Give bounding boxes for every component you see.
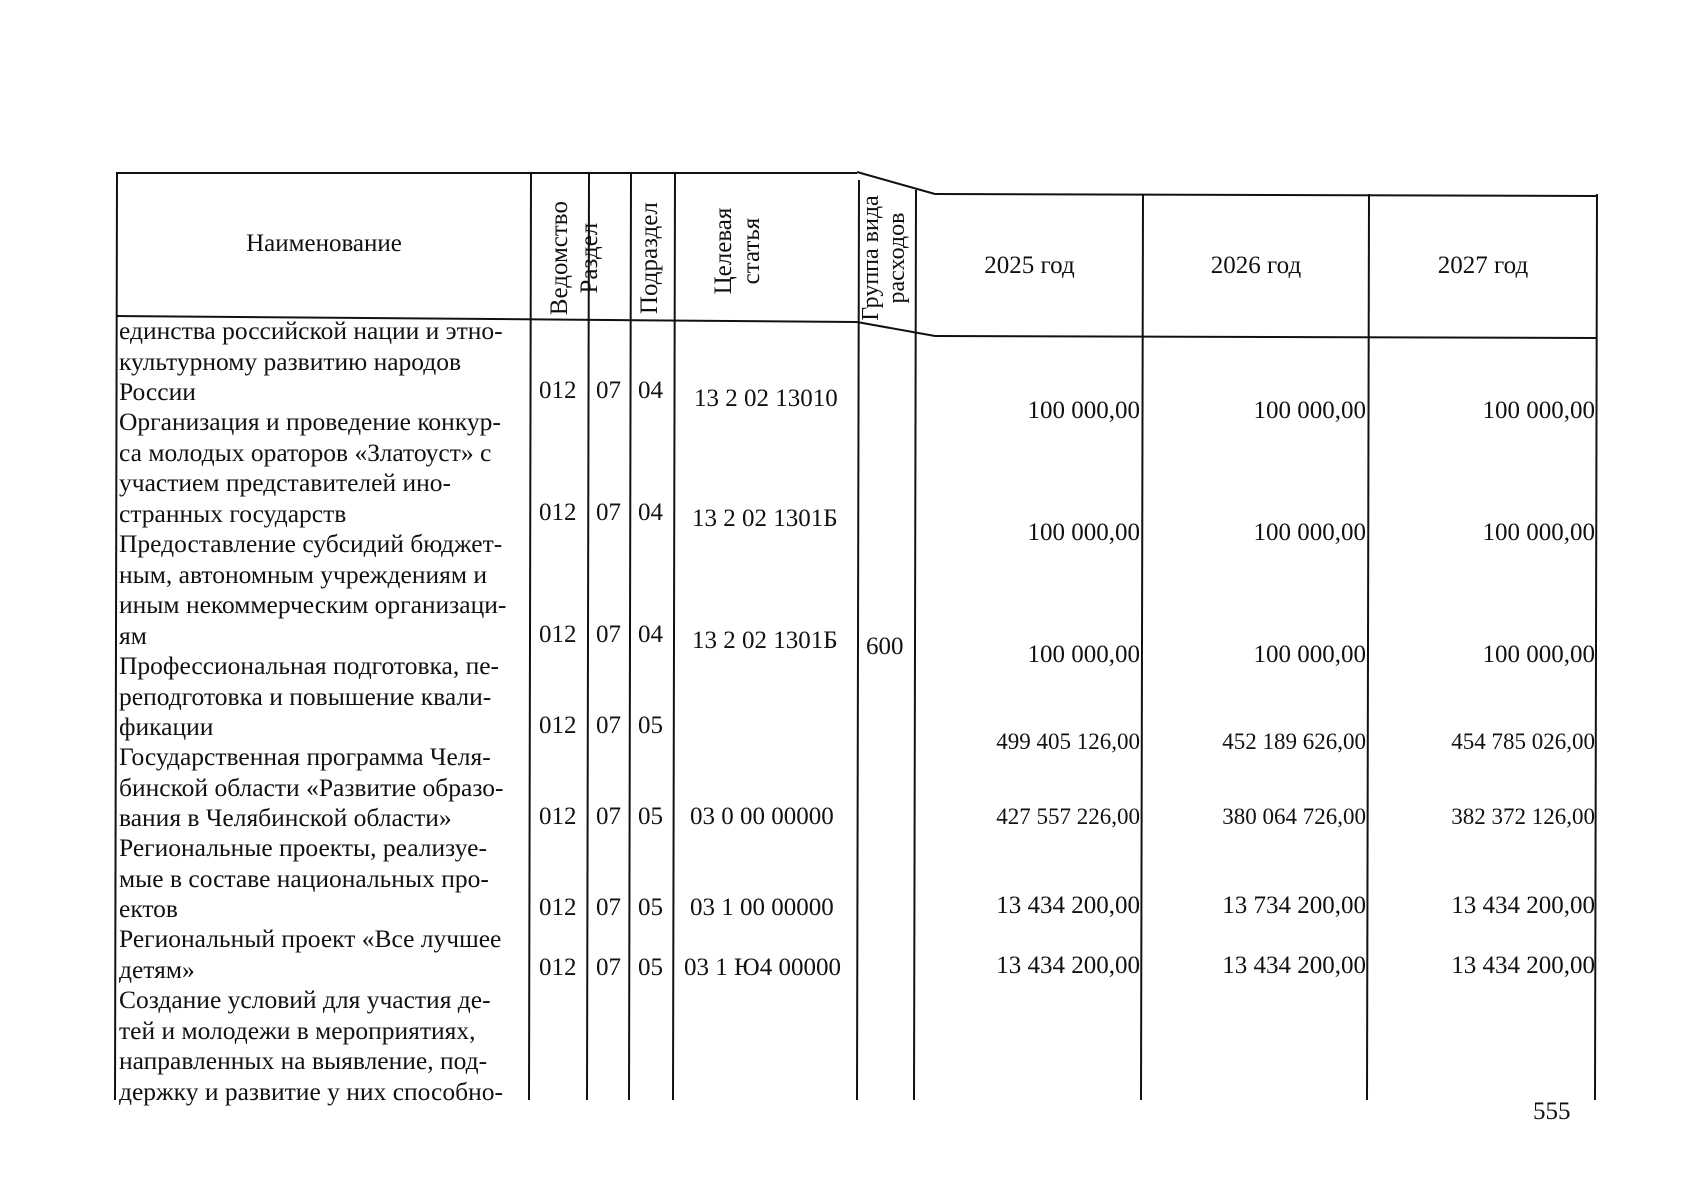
header-razdel: Раздел bbox=[575, 222, 603, 294]
row-3-name bbox=[119, 651, 525, 743]
row-7-line-0: Создание условий для участия де- bbox=[119, 985, 491, 1014]
row-0-vedomstvo: 012 bbox=[539, 377, 577, 404]
row-6-line-0: Региональный проект «Все лучшее bbox=[119, 924, 502, 953]
row-2-podrazdel: 04 bbox=[638, 621, 663, 648]
row-1-2026: 100 000,00 bbox=[1253, 519, 1366, 546]
row-5-razdel: 07 bbox=[596, 894, 621, 921]
row-3-vedomstvo: 012 bbox=[539, 712, 577, 739]
row-7-line-2: направленных на выявление, под- bbox=[119, 1046, 488, 1075]
row-2-vedomstvo: 012 bbox=[539, 621, 577, 648]
row-5-2027: 13 434 200,00 bbox=[1451, 892, 1595, 919]
row-4-razdel: 07 bbox=[596, 803, 621, 830]
row-2-line-3: ям bbox=[119, 620, 147, 650]
row-2-name bbox=[119, 529, 525, 651]
row-4-name bbox=[119, 742, 525, 834]
header-celevaya bbox=[710, 176, 820, 326]
row-2-razdel: 07 bbox=[596, 621, 621, 648]
row-2-line-2: иным некоммерческим организаци- bbox=[119, 590, 507, 619]
header-year-2026: 2026 год bbox=[1210, 252, 1302, 279]
row-4-line-2: вания в Челябинской области» bbox=[119, 803, 452, 832]
row-0-podrazdel: 04 bbox=[638, 377, 663, 404]
row-3-razdel: 07 bbox=[596, 712, 621, 739]
row-1-razdel: 07 bbox=[596, 499, 621, 526]
row-4-celevaya: 03 0 00 00000 bbox=[690, 803, 834, 830]
row-5-line-1: мые в составе национальных про- bbox=[119, 863, 489, 893]
row-3-2026: 452 189 626,00 bbox=[1222, 729, 1366, 754]
row-0-name bbox=[119, 316, 525, 408]
row-5-line-0: Региональные проекты, реализуе- bbox=[119, 833, 487, 862]
row-2-2027: 100 000,00 bbox=[1482, 641, 1595, 668]
row-6-line-1: детям» bbox=[119, 954, 195, 984]
row-3-line-2: фикации bbox=[119, 712, 214, 741]
page-number: 555 bbox=[1533, 1098, 1571, 1125]
row-2-celevaya: 13 2 02 1301Б bbox=[692, 627, 838, 654]
row-0-line-1: культурному развитию народов bbox=[119, 346, 462, 376]
row-1-2025: 100 000,00 bbox=[1027, 519, 1140, 546]
row-4-2026: 380 064 726,00 bbox=[1222, 804, 1366, 829]
row-1-line-1: са молодых ораторов «Златоуст» с bbox=[119, 437, 492, 467]
row-6-2026: 13 434 200,00 bbox=[1222, 952, 1366, 979]
row-4-line-0: Государственная программа Челя- bbox=[119, 742, 491, 771]
row-0-2025: 100 000,00 bbox=[1027, 397, 1140, 424]
header-celevaya-line2: статья bbox=[738, 217, 765, 285]
header-gruppa-line1: Группа вида bbox=[858, 195, 884, 321]
row-0-celevaya: 13 2 02 13010 bbox=[694, 385, 838, 412]
row-5-podrazdel: 05 bbox=[638, 894, 663, 921]
row-0-2026: 100 000,00 bbox=[1253, 397, 1366, 424]
row-5-celevaya: 03 1 00 00000 bbox=[690, 894, 834, 921]
row-3-podrazdel: 05 bbox=[638, 712, 663, 739]
row-7-line-3: держку и развитие у них способно- bbox=[119, 1076, 503, 1106]
row-2-gruppa: 600 bbox=[866, 633, 904, 660]
row-7-name bbox=[119, 985, 525, 1107]
row-0-line-0: единства российской нации и этно- bbox=[119, 316, 503, 345]
row-3-line-1: реподготовка и повышение квали- bbox=[119, 681, 492, 711]
row-0-2027: 100 000,00 bbox=[1482, 397, 1595, 424]
row-5-name bbox=[119, 833, 525, 925]
row-3-2027: 454 785 026,00 bbox=[1451, 729, 1595, 754]
row-6-celevaya: 03 1 Ю4 00000 bbox=[684, 954, 841, 981]
header-gruppa bbox=[858, 188, 918, 328]
row-6-2027: 13 434 200,00 bbox=[1451, 952, 1595, 979]
row-4-podrazdel: 05 bbox=[638, 803, 663, 830]
header-year-2025: 2025 год bbox=[984, 252, 1075, 279]
header-name: Наименование bbox=[246, 230, 402, 257]
header-gruppa-line2: расходов bbox=[884, 212, 910, 304]
row-1-vedomstvo: 012 bbox=[539, 499, 577, 526]
row-1-line-2: участием представителей ино- bbox=[119, 468, 452, 497]
row-1-podrazdel: 04 bbox=[638, 499, 663, 526]
header-year-2027: 2027 год bbox=[1437, 252, 1529, 279]
row-2-2026: 100 000,00 bbox=[1253, 641, 1366, 668]
header-vedomstvo: Ведомство bbox=[545, 201, 573, 316]
header-celevaya-line1: Целевая bbox=[710, 207, 737, 295]
row-1-line-3: странных государств bbox=[119, 498, 347, 528]
row-6-podrazdel: 05 bbox=[638, 954, 663, 981]
row-4-line-1: бинской области «Развитие образо- bbox=[119, 772, 504, 802]
row-4-2027: 382 372 126,00 bbox=[1451, 804, 1595, 829]
row-2-line-0: Предоставление субсидий бюджет- bbox=[119, 529, 503, 558]
row-1-celevaya: 13 2 02 1301Б bbox=[692, 505, 838, 532]
row-2-line-1: ным, автономным учреждениям и bbox=[119, 559, 488, 589]
row-6-2025: 13 434 200,00 bbox=[996, 952, 1140, 979]
row-7-line-1: тей и молодежи в мероприятиях, bbox=[119, 1015, 476, 1045]
row-0-razdel: 07 bbox=[596, 377, 621, 404]
row-3-line-0: Профессиональная подготовка, пе- bbox=[119, 651, 500, 680]
row-6-name bbox=[119, 924, 525, 985]
row-2-2025: 100 000,00 bbox=[1027, 641, 1140, 668]
row-6-razdel: 07 bbox=[596, 954, 621, 981]
row-1-line-0: Организация и проведение конкур- bbox=[119, 407, 501, 436]
row-1-name bbox=[119, 407, 525, 529]
row-5-2026: 13 734 200,00 bbox=[1222, 892, 1366, 919]
row-0-line-2: России bbox=[119, 377, 196, 406]
row-5-2025: 13 434 200,00 bbox=[996, 892, 1140, 919]
row-5-line-2: ектов bbox=[119, 894, 178, 923]
header-podrazdel: Подраздел bbox=[635, 202, 663, 315]
row-4-2025: 427 557 226,00 bbox=[996, 804, 1140, 829]
row-3-2025: 499 405 126,00 bbox=[996, 729, 1140, 754]
row-5-vedomstvo: 012 bbox=[539, 894, 577, 921]
row-1-2027: 100 000,00 bbox=[1482, 519, 1595, 546]
row-6-vedomstvo: 012 bbox=[539, 954, 577, 981]
row-4-vedomstvo: 012 bbox=[539, 803, 577, 830]
